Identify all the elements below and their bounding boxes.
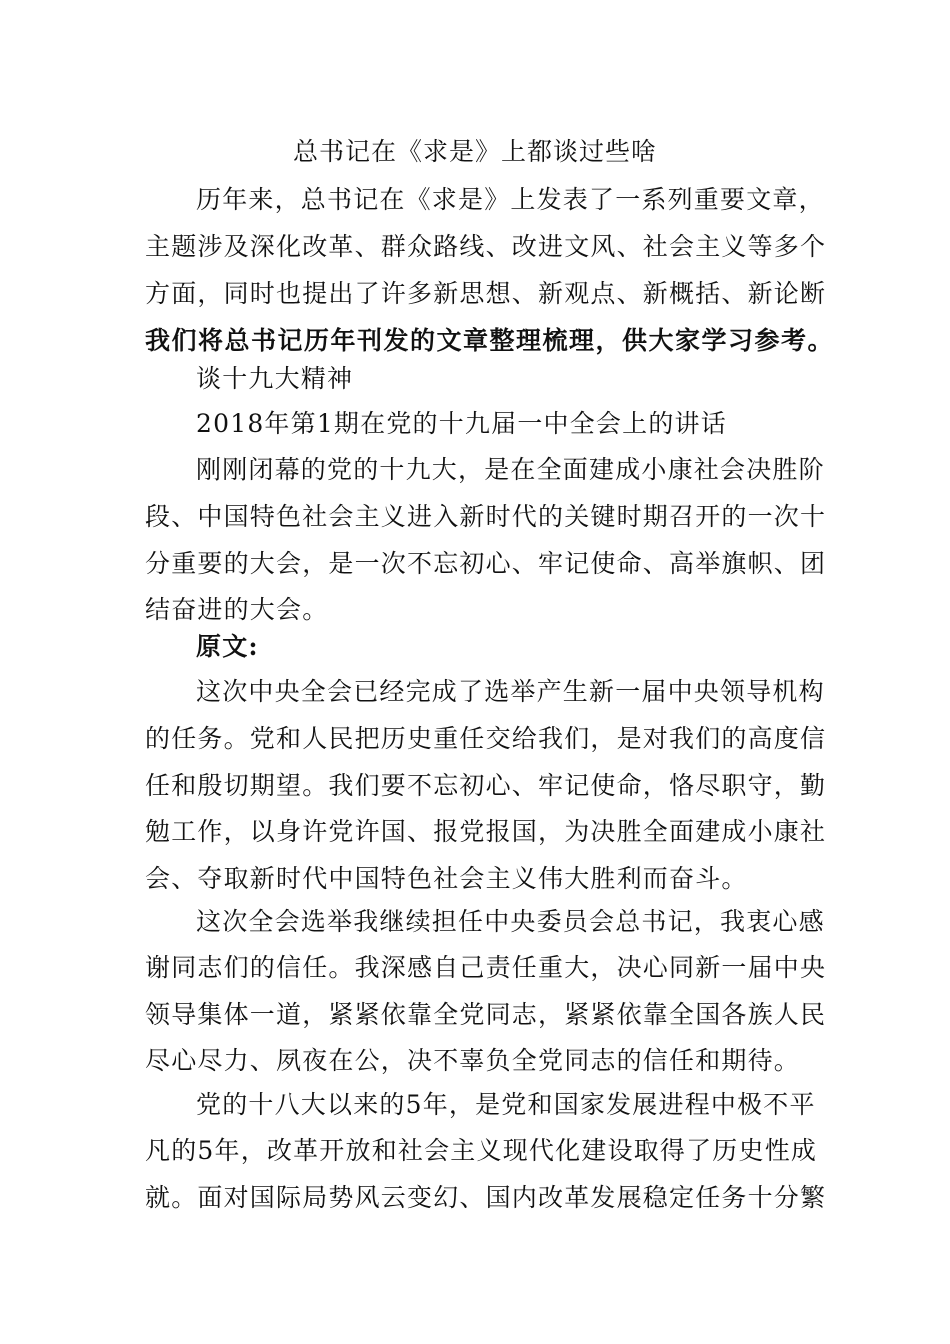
- para2-line-4: 尽心尽力、夙夜在公，决不辜负全党同志的信任和期待。: [145, 1046, 801, 1075]
- para1-line-2: 的任务。党和人民把历史重任交给我们，是对我们的高度信: [145, 724, 827, 753]
- summary-line-3: 分重要的大会，是一次不忘初心、牢记使命、高举旗帜、团: [145, 549, 827, 578]
- para2-line-3: 领导集体一道，紧紧依靠全党同志，紧紧依靠全国各族人民: [145, 1000, 827, 1029]
- para1-line-1: 这次中央全会已经完成了选举产生新一届中央领导机构: [196, 677, 825, 706]
- section-heading: 谈十九大精神: [196, 364, 354, 393]
- summary-line-2: 段、中国特色社会主义进入新时代的关键时期召开的一次十: [145, 502, 827, 531]
- intro-line-1: 历年来，总书记在《求是》上发表了一系列重要文章，: [196, 185, 825, 214]
- summary-line-1: 刚刚闭幕的党的十九大，是在全面建成小康社会决胜阶: [196, 455, 825, 484]
- issue-line: 2018年第1期在党的十九届一中全会上的讲话: [196, 409, 727, 438]
- intro-line-3: 方面，同时也提出了许多新思想、新观点、新概括、新论断: [145, 279, 827, 308]
- para1-line-4: 勉工作，以身许党许国、报党报国，为决胜全面建成小康社: [145, 817, 827, 846]
- document-title: 总书记在《求是》上都谈过些啥: [292, 137, 657, 166]
- intro-line-2: 主题涉及深化改革、群众路线、改进文风、社会主义等多个: [145, 232, 827, 261]
- para3-line-2: 凡的5年，改革开放和社会主义现代化建设取得了历史性成: [145, 1136, 818, 1165]
- para3-line-3: 就。面对国际局势风云变幻、国内改革发展稳定任务十分繁: [145, 1183, 827, 1212]
- summary-line-4: 结奋进的大会。: [145, 595, 329, 624]
- para3-line-1: 党的十八大以来的5年，是党和国家发展进程中极不平: [196, 1090, 816, 1119]
- para1-line-5: 会、夺取新时代中国特色社会主义伟大胜利而奋斗。: [145, 864, 748, 893]
- para2-line-1: 这次全会选举我继续担任中央委员会总书记，我衷心感: [196, 907, 825, 936]
- para1-line-3: 任和殷切期望。我们要不忘初心、牢记使命，恪尽职守，勤: [145, 771, 827, 800]
- intro-line-bold: 我们将总书记历年刊发的文章整理梳理，供大家学习参考。: [145, 326, 835, 355]
- original-text-heading: 原文:: [196, 632, 259, 661]
- para2-line-2: 谢同志们的信任。我深感自己责任重大，决心同新一届中央: [145, 953, 827, 982]
